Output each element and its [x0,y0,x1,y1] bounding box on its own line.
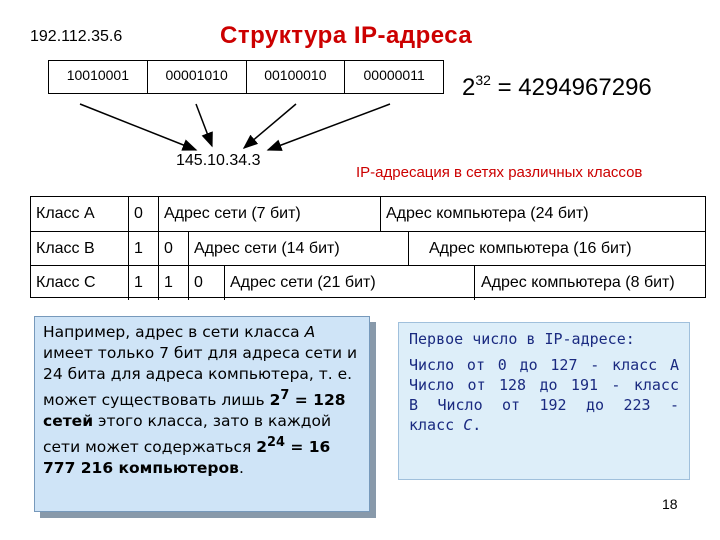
network-address-cell: Адрес сети (14 бит) [189,232,409,266]
arrow-octet-1 [80,104,196,150]
class-bit: 1 [159,266,189,300]
power-result: = 4294967296 [490,74,652,101]
class-name: Класс С [31,266,129,300]
note-networks-count: = 128 сетей [43,391,346,431]
host-address-cell: Адрес компьютера (16 бит) [429,240,632,257]
page-title: Структура IP-адреса [220,22,473,49]
arrow-octet-3 [244,104,296,148]
ip-decimal: 145.10.34.3 [176,152,261,169]
class-bit: 1 [129,266,159,300]
class-bit: 1 [129,232,159,266]
range-text: класс [409,416,464,434]
range-class-letter: С [463,416,473,434]
class-bit: 0 [129,197,159,231]
note-bold-base: 2 [256,438,268,457]
page-number: 18 [662,496,678,512]
range-line: Число от 128 до 191 - класс [409,376,679,394]
host-address-cell: Адрес компьютера (24 бит) [386,205,589,222]
note-text: Например, адрес в сети класса [43,323,305,341]
ip-classes-table [30,196,706,298]
note-text: этого класса, зато в каждой сети может содержаться [43,412,332,457]
octet-1: 10010001 [49,61,148,93]
range-line [409,415,679,435]
note-text: . [238,459,244,478]
range-text: . [472,416,482,434]
note-text: имеет только 7 бит для адреса сети и 24 бита для адреса компьютера, т. е. может существовать лишь [43,344,358,410]
note-bold-exp: 7 [280,388,290,403]
network-address-cell: Адрес сети (7 бит) [159,197,381,231]
class-name: Класс В [31,232,129,266]
range-line: В Число от 192 до 223 - [409,396,679,414]
class-name: Класс А [31,197,129,231]
binary-octets-row [48,60,444,94]
power-exponent: 32 [475,72,491,88]
range-line: Число от 0 до 127 - класс А [409,356,679,374]
octet-3: 00100010 [247,61,346,93]
note-hosts-count: = 16 777 216 компьютеров [43,438,331,478]
classes-title: IP-адресация в сетях различных классов [356,164,643,181]
class-b-row [31,231,705,266]
arrow-octet-4 [268,104,390,150]
note-bold-base: 2 [269,391,281,410]
octet-4: 00000011 [363,67,425,83]
class-c-row [31,265,705,300]
class-a-row [31,197,705,231]
note-class-letter: А [304,323,316,341]
ip-example-text: 192.112.35.6 [30,28,123,45]
first-number-box [398,322,690,480]
class-bit: 0 [189,266,225,300]
class-bit: 0 [159,232,189,266]
first-number-heading: Первое число в IP-адресе: [409,330,635,348]
power-formula [462,72,652,102]
network-address-cell: Адрес сети (21 бит) [225,266,475,300]
host-address-cell: Адрес компьютера (8 бит) [481,274,675,291]
power-base: 2 [462,74,476,101]
note-bold-exp: 24 [267,435,285,451]
example-note-box [34,316,370,512]
arrow-octet-2 [196,104,212,146]
octet-2: 00001010 [148,61,247,93]
